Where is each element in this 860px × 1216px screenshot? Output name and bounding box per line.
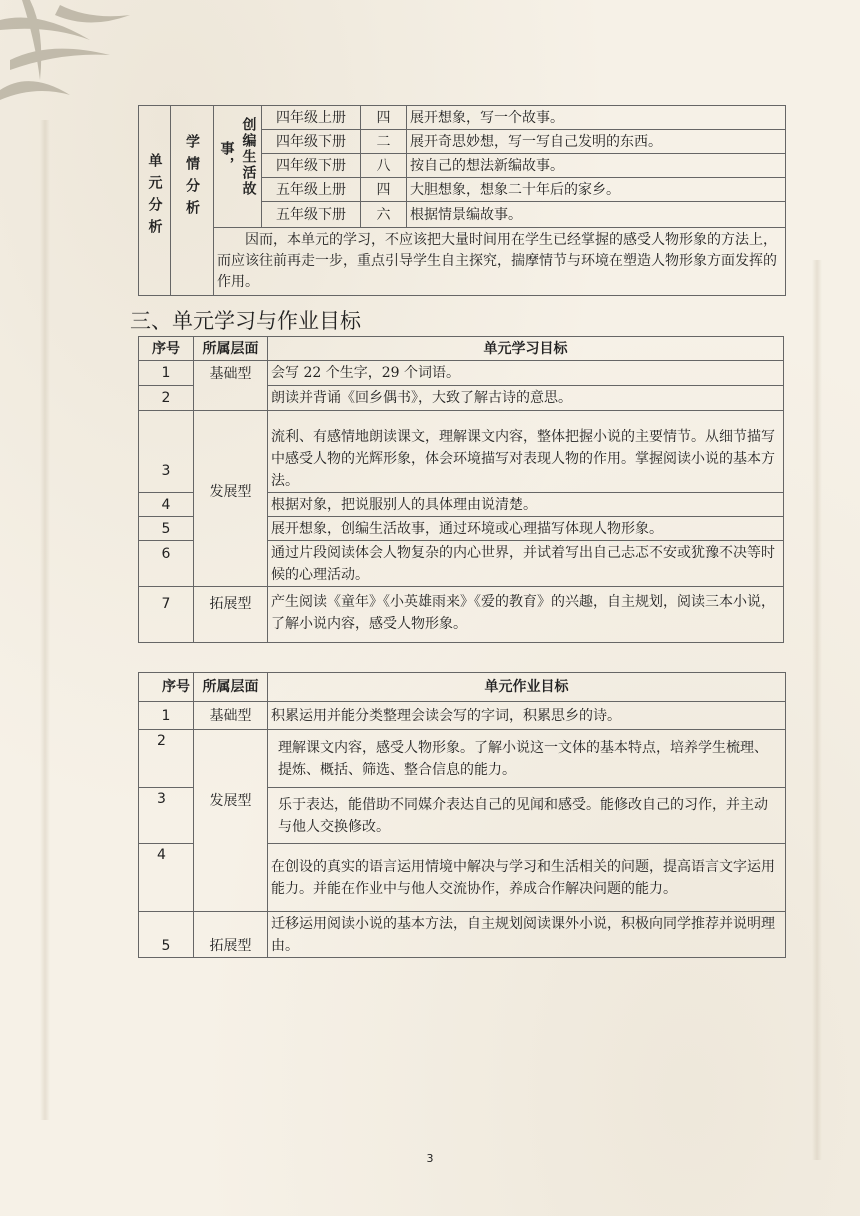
- header-level: 所属层面: [194, 673, 268, 702]
- row-level: 发展型: [194, 730, 268, 912]
- row-goal: 迁移运用阅读小说的基本方法，自主规划阅读课外小说，积极向同学推荐并说明理由。: [268, 912, 786, 958]
- row-level: 基础型: [194, 361, 268, 411]
- paper-edge-right: [812, 260, 822, 1160]
- header-goal: 单元作业目标: [268, 673, 786, 702]
- homework-goals-table: [138, 672, 786, 958]
- row-goal: 展开想象，创编生活故事，通过环境或心理描写体现人物形象。: [268, 517, 784, 541]
- row-no: 1: [139, 361, 194, 386]
- row-level: 发展型: [194, 411, 268, 587]
- desc-cell: 展开想象，写一个故事。: [407, 106, 786, 130]
- student-analysis-label: 学情分析: [171, 106, 214, 296]
- unit-cell: 八: [361, 154, 407, 178]
- table-row: [139, 361, 784, 386]
- row-no: 7: [139, 587, 194, 643]
- grade-cell: 四年级下册: [262, 154, 361, 178]
- row-goal: 积累运用并能分类整理会读会写的字词，积累思乡的诗。: [268, 702, 786, 730]
- row-goal: 通过片段阅读体会人物复杂的内心世界，并试着写出自己忐忑不安或犹豫不决等时候的心理活动。: [268, 541, 784, 587]
- analysis-table: [138, 105, 786, 296]
- unit-cell: 二: [361, 130, 407, 154]
- row-no: 5: [139, 912, 194, 958]
- row-goal: 根据对象，把说服别人的具体理由说清楚。: [268, 493, 784, 517]
- header-no: 序号: [139, 673, 194, 702]
- grade-cell: 四年级上册: [262, 106, 361, 130]
- table-row: [139, 730, 786, 788]
- row-level: 拓展型: [194, 912, 268, 958]
- table-row: [139, 702, 786, 730]
- paper-edge-left: [40, 120, 50, 1120]
- table-row: [139, 587, 784, 643]
- row-no: 4: [139, 844, 194, 912]
- row-goal: 朗读并背诵《回乡偶书》，大致了解古诗的意思。: [268, 386, 784, 411]
- unit-cell: 六: [361, 202, 407, 228]
- grade-cell: 五年级下册: [262, 202, 361, 228]
- row-no: 4: [139, 493, 194, 517]
- row-goal: 会写 22 个生字，29 个词语。: [268, 361, 784, 386]
- grade-cell: 五年级上册: [262, 178, 361, 202]
- learning-goals-table: [138, 336, 784, 643]
- row-level: 基础型: [194, 702, 268, 730]
- row-goal: 流利、有感情地朗读课文，理解课文内容，整体把握小说的主要情节。从细节描写中感受人物的光辉形象，体会环境描写对表现人物的作用。掌握阅读小说的基本方法。: [268, 411, 784, 493]
- row-goal: 在创设的真实的语言运用情境中解决与学习和生活相关的问题，提高语言文字运用能力。并能在作业中与他人交流协作，养成合作解决问题的能力。: [268, 844, 786, 912]
- row-no: 3: [139, 411, 194, 493]
- row-no: 5: [139, 517, 194, 541]
- row-no: 2: [139, 386, 194, 411]
- desc-cell: 根据情景编故事。: [407, 202, 786, 228]
- row-goal: 产生阅读《童年》《小英雄雨来》《爱的教育》的兴趣，自主规划，阅读三本小说，了解小说内容，感受人物形象。: [268, 587, 784, 643]
- unit-cell: 四: [361, 178, 407, 202]
- unit-analysis-label: 单元分析: [139, 106, 171, 296]
- row-goal: 乐于表达，能借助不同媒介表达自己的见闻和感受。能修改自己的习作，并主动与他人交换修改。: [268, 788, 786, 844]
- row-no: 1: [139, 702, 194, 730]
- row-level: 拓展型: [194, 587, 268, 643]
- grade-cell: 四年级下册: [262, 130, 361, 154]
- table-row: [139, 411, 784, 493]
- header-level: 所属层面: [194, 337, 268, 361]
- section-title: 三、单元学习与作业目标: [130, 309, 361, 333]
- desc-cell: 按自己的想法新编故事。: [407, 154, 786, 178]
- header-no: 序号: [139, 337, 194, 361]
- desc-cell: 展开奇思妙想，写一写自己发明的东西。: [407, 130, 786, 154]
- analysis-conclusion: 因而，本单元的学习，不应该把大量时间用在学生已经掌握的感受人物形象的方法上，而应该往前再走一步，重点引导学生自主探究，揣摩情节与环境在塑造人物形象方面发挥的作用。: [214, 228, 786, 296]
- topic-label: 创编生活故事，: [214, 106, 262, 228]
- desc-cell: 大胆想象，想象二十年后的家乡。: [407, 178, 786, 202]
- header-goal: 单元学习目标: [268, 337, 784, 361]
- row-no: 6: [139, 541, 194, 587]
- row-goal: 理解课文内容，感受人物形象。了解小说这一文体的基本特点，培养学生梳理、提炼、概括、筛选、整合信息的能力。: [268, 730, 786, 788]
- row-no: 3: [139, 788, 194, 844]
- unit-cell: 四: [361, 106, 407, 130]
- row-no: 2: [139, 730, 194, 788]
- bamboo-decoration-icon: [0, 0, 180, 120]
- table-row: [139, 912, 786, 958]
- page-number: 3: [426, 1152, 434, 1165]
